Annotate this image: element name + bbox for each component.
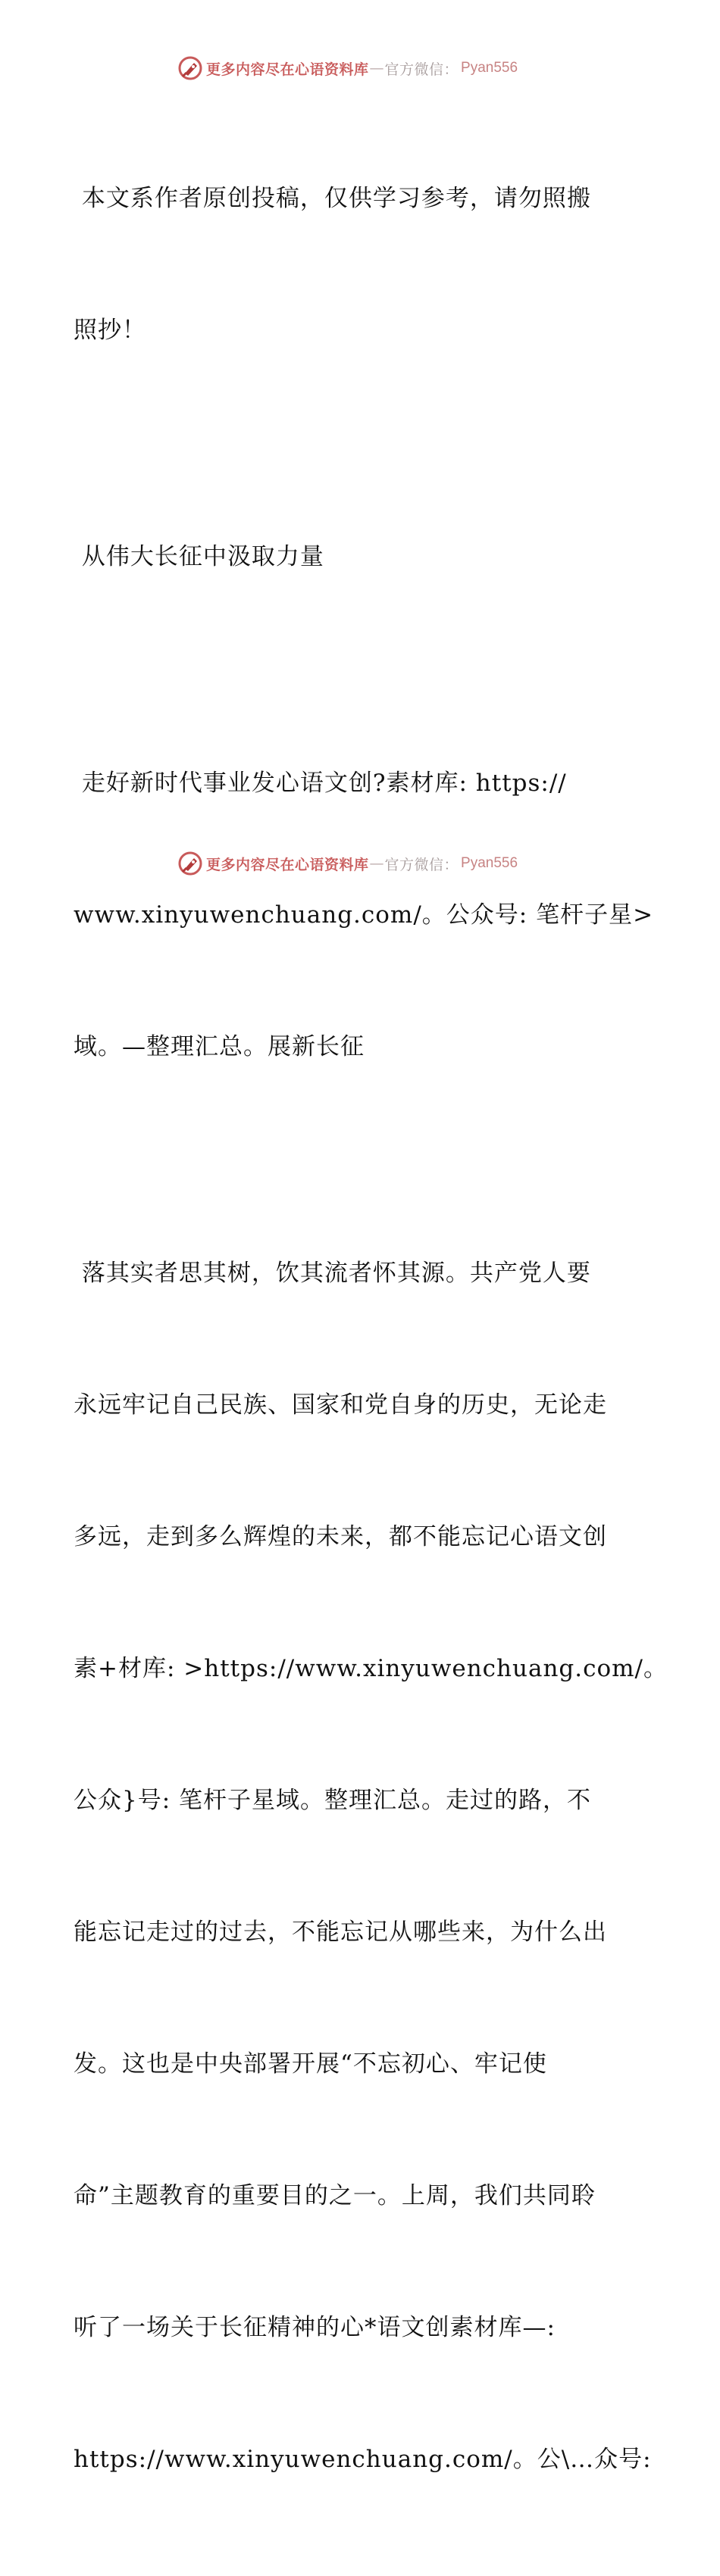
text-line: 走好新时代事业发心语文创?素材库: https:// [74, 770, 567, 797]
text-line: 多远，走到多么辉煌的未来，都不能忘记心语文创 [74, 1523, 607, 1550]
text-line: 素+材库: >https://www.xinyuwenchuang.com/。 [74, 1655, 668, 1682]
text-line: 本文系作者原创投稿，仅供学习参考，请勿照搬 [74, 185, 591, 212]
pen-nib-logo-icon [177, 55, 203, 81]
document-body [74, 89, 668, 2576]
banner-separator: — [369, 60, 384, 76]
paragraph-subtitle [74, 673, 654, 1157]
text-line: 公众}号: 笔杆子星域。整理汇总。走过的路，不 [74, 1787, 592, 1814]
text-line: 照抄！ [74, 317, 146, 344]
footer-watermark-banner [177, 850, 541, 877]
text-line: 命”主题教育的重要目的之一。上周，我们共同聆 [74, 2182, 596, 2209]
text-line: https://www.xinyuwenchuang.com/。公\…众号: [74, 2446, 652, 2473]
banner-wechat-id: Pyan556 [461, 60, 518, 76]
paragraph-notice [74, 89, 650, 440]
pen-nib-logo-icon [177, 851, 203, 876]
header-watermark-banner [177, 55, 541, 82]
text-line: 永远牢记自己民族、国家和党自身的历史，无论走 [74, 1391, 607, 1419]
banner-wechat-label: 官方微信： [384, 61, 459, 78]
banner-separator: — [369, 855, 384, 872]
paragraph-title [74, 447, 650, 667]
text-line: 能忘记走过的过去，不能忘记从哪些来，为什么出 [74, 1919, 607, 1946]
banner-main-text: 更多内容尽在心语资料库 [206, 856, 369, 873]
banner-main-text: 更多内容尽在心语资料库 [206, 61, 369, 78]
text-line: 发。这也是中央部署开展“不忘初心、牢记使 [74, 2050, 547, 2078]
banner-wechat-label: 官方微信： [384, 856, 459, 873]
text-line: 落其实者思其树，饮其流者怀其源。共产党人要 [74, 1260, 591, 1287]
paragraph-body [74, 1163, 668, 2569]
text-line: 域。—整理汇总。展新长征 [74, 1033, 365, 1060]
text-line: 从伟大长征中汲取力量 [74, 543, 324, 570]
text-line: www.xinyuwenchuang.com/。公众号: 笔杆子星> [74, 901, 654, 929]
text-line: 听了一场关于长征精神的心*语文创素材库—: [74, 2314, 556, 2341]
banner-wechat-id: Pyan556 [461, 855, 518, 871]
